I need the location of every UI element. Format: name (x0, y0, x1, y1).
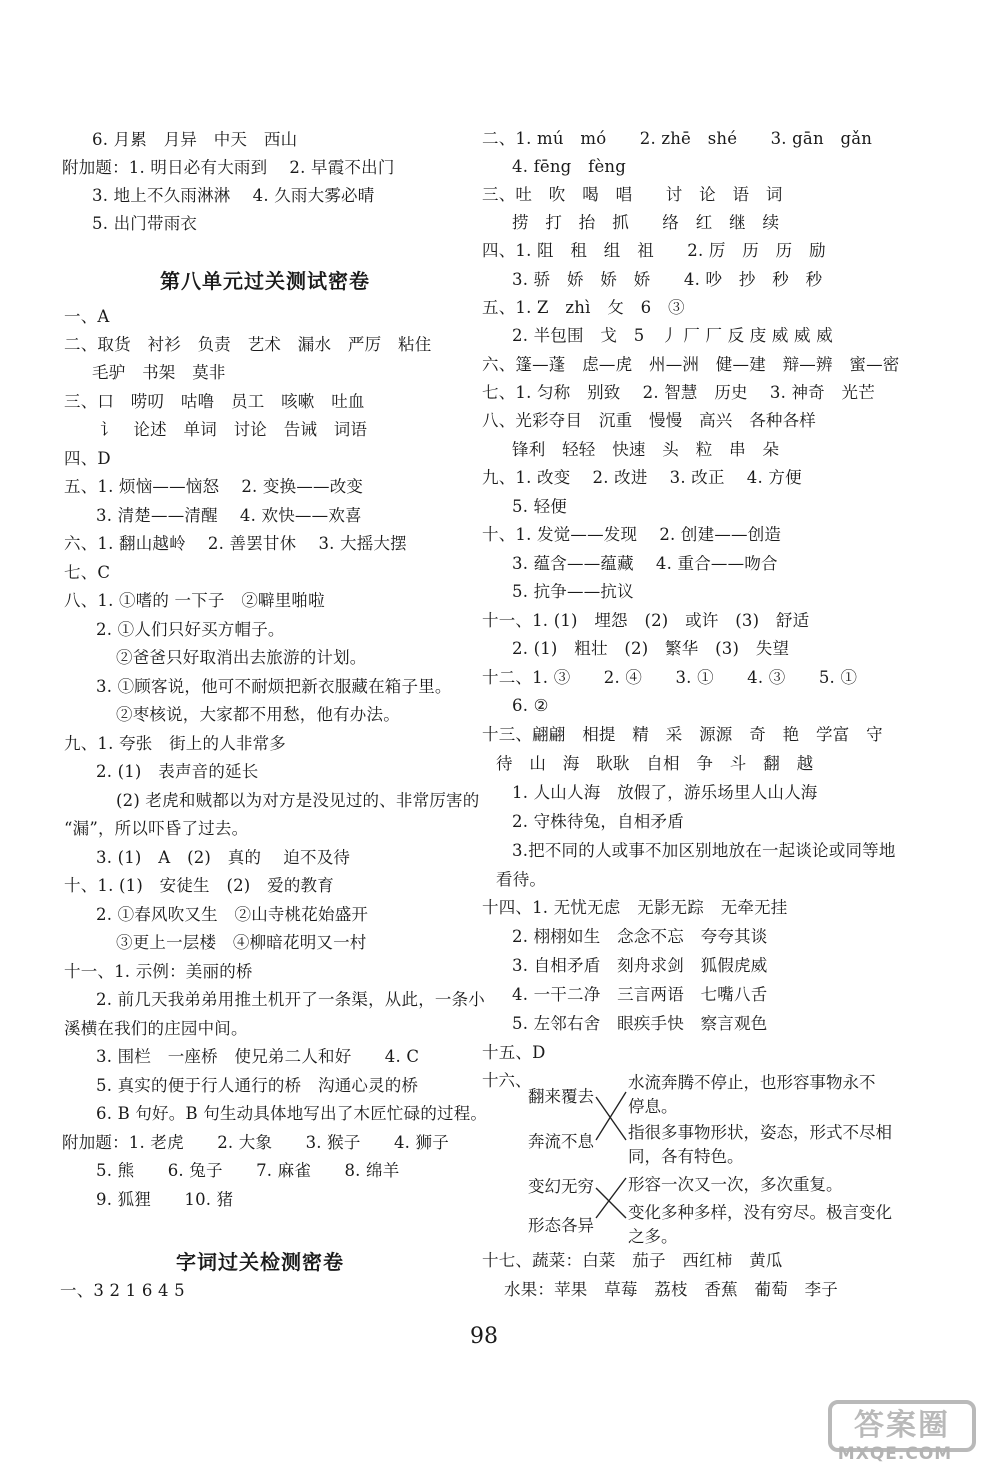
answer-line: 看待。 (496, 870, 547, 889)
match-right-item: 同，各有特色。 (628, 1147, 744, 1166)
answer-line: 3. (1) A (2) 真的 迫不及待 (96, 848, 351, 867)
answer-line: 六、1. 翻山越岭 2. 善罢甘休 3. 大摇大摆 (64, 534, 407, 553)
answer-line: 十、1. 发觉——发现 2. 创建——创造 (482, 525, 782, 544)
watermark-url: MXQE.COM (837, 1444, 953, 1464)
answer-line: 五、1. 烦恼——恼怒 2. 变换——改变 (64, 477, 364, 496)
match-right-item: 水流奔腾不停止，也形容事物永不 (628, 1073, 876, 1092)
match-right-item: 形容一次又一次，多次重复。 (628, 1175, 843, 1194)
answer-line: 6. B 句好。B 句生动具体地写出了木匠忙碌的过程。 (96, 1104, 488, 1123)
section-heading: 第八单元过关测试密卷 (160, 269, 370, 293)
answer-line: 三、口 唠叨 咕噜 员工 咳嗽 吐血 (64, 392, 365, 411)
answer-line: 3. 蕴含——蕴藏 4. 重合——吻合 (512, 554, 778, 573)
answer-line: 6. 月累 月异 中天 西山 (92, 130, 298, 149)
answer-line: 3. 骄 娇 娇 娇 4. 吵 抄 秒 秒 (512, 270, 823, 289)
answer-line: 3. 地上不久雨淋淋 4. 久雨大雾必晴 (92, 186, 375, 205)
answer-line: 5. 出门带雨衣 (92, 214, 198, 233)
answer-line: ②爸爸只好取消出去旅游的计划。 (116, 648, 367, 667)
answer-line: 9. 狐狸 10. 猪 (96, 1190, 234, 1209)
answer-line: 十三、翩翩 相提 精 采 源源 奇 艳 学富 守 (482, 725, 883, 744)
answer-line: 捞 打 抬 抓 络 红 继 续 (512, 213, 780, 232)
answer-line: (2) 老虎和贼都以为对方是没见过的、非常厉害的 (116, 791, 480, 810)
answer-line: 溪横在我们的庄园中间。 (64, 1019, 248, 1038)
answer-line: 毛驴 书架 莫非 (92, 363, 226, 382)
section-heading: 字词过关检测密卷 (176, 1250, 344, 1274)
answer-line: 八、1. ①嗜的 一下子 ②噼里啪啦 (64, 591, 325, 610)
answer-line: 八、光彩夺目 沉重 慢慢 高兴 各种各样 (482, 411, 816, 430)
answer-line: 水果：苹果 草莓 荔枝 香蕉 葡萄 李子 (504, 1280, 838, 1299)
answer-line: ③更上一层楼 ④柳暗花明又一村 (116, 933, 367, 952)
answer-line: 一、3 2 1 6 4 5 (60, 1281, 185, 1300)
answer-line: 附加题：1. 老虎 2. 大象 3. 猴子 4. 狮子 (62, 1133, 449, 1152)
answer-line: 四、D (64, 449, 111, 468)
watermark-logo (800, 1400, 990, 1462)
match-right-item: 指很多事物形状，姿态，形式不尽相 (628, 1123, 892, 1142)
answer-line: 3. 自相矛盾 刻舟求剑 狐假虎威 (512, 956, 768, 975)
answer-line: 5. 真实的便于行人通行的桥 沟通心灵的桥 (96, 1076, 419, 1095)
watermark-stamp: 答案圈 (828, 1400, 976, 1452)
match-right-item: 之多。 (628, 1227, 678, 1246)
page-number: 98 (470, 1324, 498, 1349)
answer-line: 讠 论述 单词 讨论 告诫 词语 (100, 420, 368, 439)
answer-line: 七、1. 匀称 别致 2. 智慧 历史 3. 神奇 光芒 (482, 383, 875, 402)
answer-line: 十一、1. (1) 埋怨 (2) 或许 (3) 舒适 (482, 611, 810, 630)
match-left-item: 形态各异 (528, 1216, 594, 1235)
match-line (596, 1178, 626, 1218)
answer-line: 3. 围栏 一座桥 使兄弟二人和好 4. C (96, 1047, 420, 1066)
answer-line: 待 山 海 耿耿 自相 争 斗 翻 越 (496, 754, 814, 773)
answer-line: 4. fēng fèng (512, 157, 627, 176)
answer-line: 十七、蔬菜：白菜 茄子 西红柿 黄瓜 (482, 1251, 783, 1270)
match-line (596, 1188, 626, 1218)
answer-line: 6. ② (512, 696, 549, 715)
answer-line: 5. 左邻右舍 眼疾手快 察言观色 (512, 1014, 768, 1033)
answer-line: 5. 抗争——抗议 (512, 582, 634, 601)
matching-diagram (470, 1068, 900, 1248)
answer-line: 锋利 轻轻 快速 头 粒 串 朵 (512, 440, 780, 459)
answer-line: “漏”，所以吓昏了过去。 (64, 819, 249, 838)
answer-line: 一、A (64, 307, 110, 326)
answer-line: 4. 一干二净 三言两语 七嘴八舌 (512, 985, 768, 1004)
answer-line: 二、取货 衬衫 负责 艺术 漏水 严厉 粘住 (64, 335, 432, 354)
answer-line: 十五、D (482, 1043, 546, 1062)
answer-line: 2. (1) 表声音的延长 (96, 762, 259, 781)
answer-line: 2. 守株待兔，自相矛盾 (512, 812, 684, 831)
match-right-item: 停息。 (628, 1097, 678, 1116)
answer-line: 十一、1. 示例：美丽的桥 (64, 962, 253, 981)
answer-line: 十二、1. ③ 2. ④ 3. ① 4. ③ 5. ① (482, 668, 858, 687)
answer-line: 九、1. 改变 2. 改进 3. 改正 4. 方便 (482, 468, 802, 487)
answer-line: 三、吐 吹 喝 唱 讨 论 语 词 (482, 185, 783, 204)
match-left-item: 奔流不息 (528, 1132, 594, 1151)
match-left-item: 翻来覆去 (528, 1087, 594, 1106)
answer-line: 十、1. (1) 安徒生 (2) 爱的教育 (64, 876, 334, 895)
answer-line: 九、1. 夸张 街上的人非常多 (64, 734, 286, 753)
answer-line: 3.把不同的人或事不加区别地放在一起谈论或同等地 (512, 841, 896, 860)
match-right-item: 变化多种多样，没有穷尽。极言变化 (628, 1203, 892, 1222)
match-label: 十六、 (482, 1071, 532, 1090)
answer-line: 2. 栩栩如生 念念不忘 夸夸其谈 (512, 927, 768, 946)
answer-line: 七、C (64, 563, 111, 582)
answer-line: 5. 轻便 (512, 497, 567, 516)
answer-line: ②枣核说，大家都不用愁，他有办法。 (116, 705, 400, 724)
answer-line: 五、1. Z zhì 攵 6 ③ (482, 298, 685, 317)
answer-line: 2. 半包围 戈 5 丿 厂 厂 反 庋 威 威 威 (512, 326, 833, 345)
match-left-item: 变幻无穷 (528, 1177, 594, 1196)
answer-line: 5. 熊 6. 兔子 7. 麻雀 8. 绵羊 (96, 1161, 400, 1180)
answer-line: 1. 人山人海 放假了，游乐场里人山人海 (512, 783, 818, 802)
answer-line: 二、1. mú mó 2. zhē shé 3. gān gǎn (482, 129, 873, 148)
answer-line: 2. 前几天我弟弟用推土机开了一条渠，从此，一条小 (96, 990, 485, 1009)
answer-line: 2. ①春风吹又生 ②山寺桃花始盛开 (96, 905, 369, 924)
answer-line: 2. (1) 粗壮 (2) 繁华 (3) 失望 (512, 639, 790, 658)
answer-line: 十四、1. 无忧无虑 无影无踪 无牵无挂 (482, 898, 788, 917)
answer-line: 附加题：1. 明日必有大雨到 2. 早霞不出门 (62, 158, 395, 177)
answer-line: 2. ①人们只好买方帽子。 (96, 620, 285, 639)
answer-line: 3. 清楚——清醒 4. 欢快——欢喜 (96, 506, 362, 525)
answer-line: 3. ①顾客说，他可不耐烦把新衣服藏在箱子里。 (96, 677, 452, 696)
answer-line: 四、1. 阻 租 组 祖 2. 厉 历 历 励 (482, 241, 826, 260)
answer-line: 六、篷—蓬 虑—虎 州—洲 健—建 辩—辨 蜜—密 (482, 355, 900, 374)
